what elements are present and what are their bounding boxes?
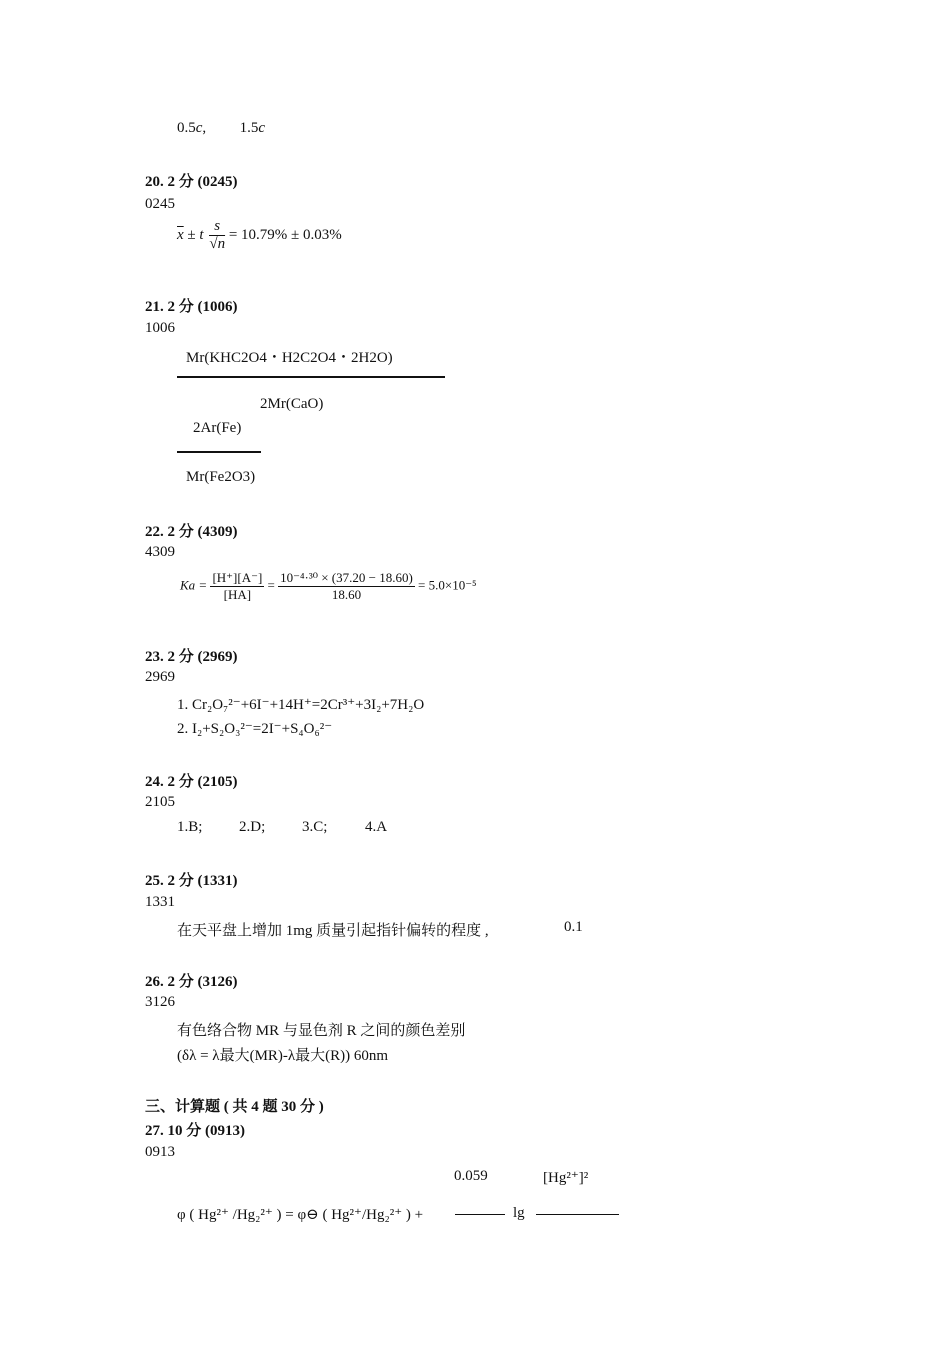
answer-4: 4.A	[365, 819, 388, 835]
question-21-code: 1006	[145, 320, 175, 336]
potential-expression: φ ( Hg²⁺ /Hg₂²⁺ ) = φ⊖ ( Hg²⁺/Hg₂²⁺ ) +	[177, 1207, 424, 1223]
answer-line: 0.5c, 1.5c	[177, 120, 266, 136]
question-25-header: 25. 2 分 (1331)	[145, 873, 238, 889]
fraction-bar-1	[177, 376, 445, 378]
question-27-header: 27. 10 分 (0913)	[145, 1123, 245, 1139]
question-20-code: 0245	[145, 196, 175, 212]
answer-line-2: (δλ = λ最大(MR)-λ最大(R)) 60nm	[177, 1048, 389, 1064]
formula-22: Ka = $\frac{[H^+][A^-]}{[HA]}$ = $\frac{\text{10⁻⁴·³⁰ × (37.20 − 18.60)}}{18.60}$ = 5.0×10⁻⁵	[180, 570, 477, 602]
equation-1: 1. Cr₂O₇²⁻+6I⁻+14H⁺=2Cr³⁺+3I₂+7H₂O	[177, 697, 425, 713]
lg-label: lg	[513, 1205, 525, 1221]
answer-value: 0.1	[564, 919, 583, 935]
fraction-bar-2	[177, 451, 261, 453]
answer-2: 2.D;	[239, 819, 266, 835]
equation-2: 2. I₂+S₂O₃²⁻=2I⁻+S₄O₆²⁻	[177, 721, 333, 737]
coefficient: 0.059	[454, 1168, 488, 1184]
question-24-header: 24. 2 分 (2105)	[145, 774, 238, 790]
question-26-header: 26. 2 分 (3126)	[145, 974, 238, 990]
answer-3: 3.C;	[302, 819, 328, 835]
question-26-code: 3126	[145, 994, 175, 1010]
answer-1: 1.B;	[177, 819, 203, 835]
question-27-code: 0913	[145, 1144, 175, 1160]
fraction-1-numerator: Mr(KHC2O4・H2C2O4・2H2O)	[186, 350, 393, 366]
fraction-1-denominator: 2Mr(CaO)	[260, 396, 324, 412]
question-22-header: 22. 2 分 (4309)	[145, 524, 238, 540]
question-22-code: 4309	[145, 544, 175, 560]
question-25-code: 1331	[145, 894, 175, 910]
formula-20: $\overline{x} \pm t$ $\frac{s}{√n}$ = 10.79% ± 0.03%	[177, 218, 342, 252]
fraction-2-denominator: Mr(Fe2O3)	[186, 469, 256, 485]
fraction-2-numerator: 2Ar(Fe)	[193, 420, 242, 436]
question-23-header: 23. 2 分 (2969)	[145, 649, 238, 665]
coefficient-bar	[455, 1214, 505, 1215]
log-numerator: [Hg²⁺]²	[543, 1170, 589, 1186]
answer-text: 在天平盘上增加 1mg 质量引起指针偏转的程度 ,	[177, 923, 489, 939]
question-21-header: 21. 2 分 (1006)	[145, 299, 238, 315]
question-24-code: 2105	[145, 794, 175, 810]
answer-line-1: 有色络合物 MR 与显色剂 R 之间的颜色差别	[177, 1023, 466, 1039]
section-title: 三、计算题 ( 共 4 题 30 分 )	[145, 1099, 324, 1115]
log-fraction-bar	[536, 1214, 619, 1215]
question-23-code: 2969	[145, 669, 175, 685]
question-20-header: 20. 2 分 (0245)	[145, 174, 238, 190]
